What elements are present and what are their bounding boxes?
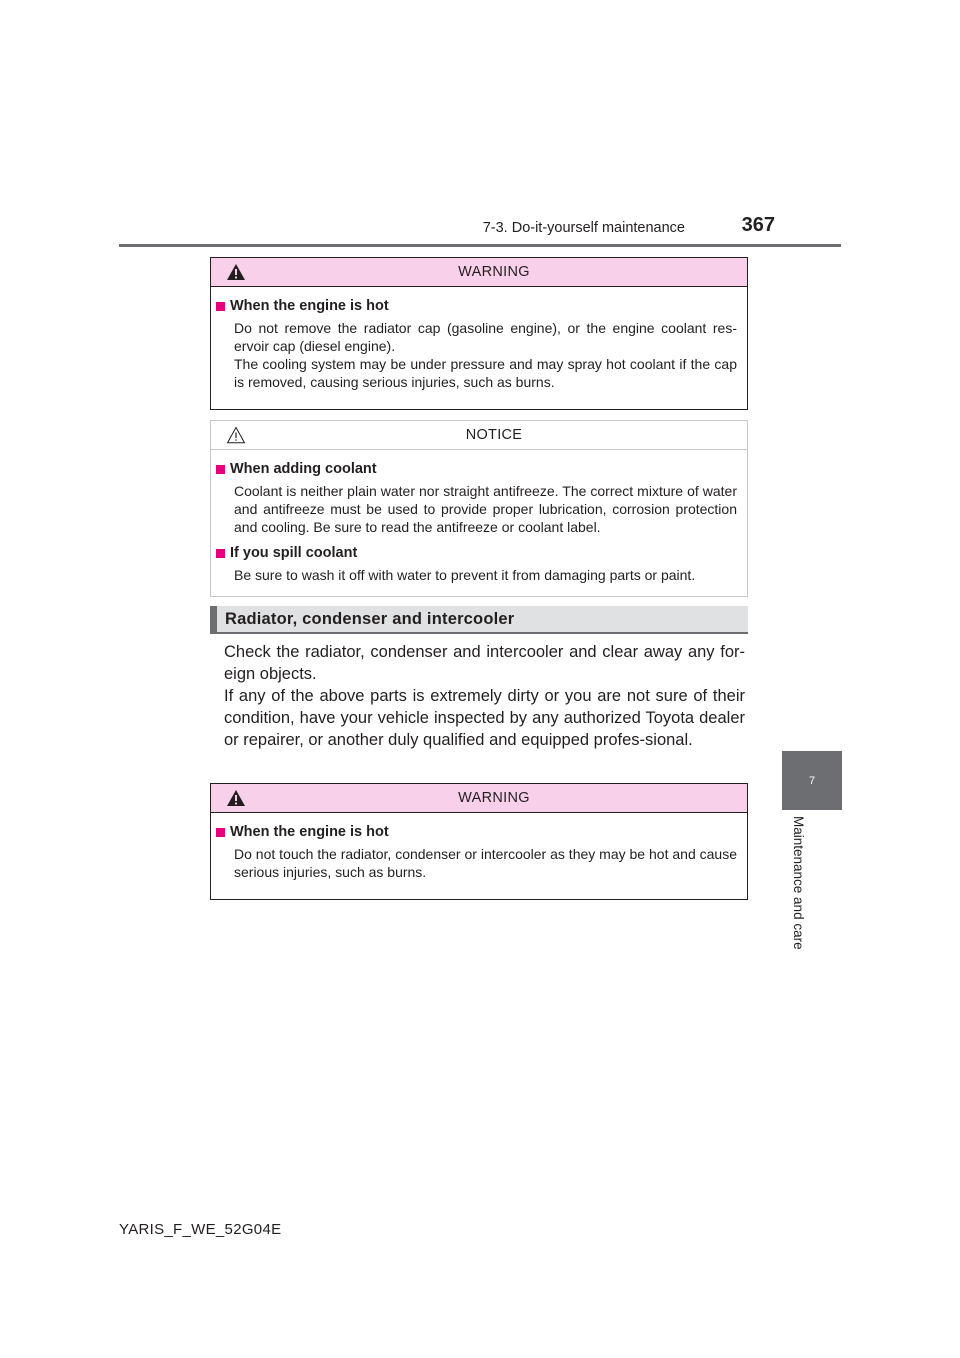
item-title [216, 461, 737, 477]
item-text: Coolant is neither plain water nor straight antifreeze. The correct mixture of water and antifreeze must be used to provide proper lubrication, corrosion protection and cooling. Be sure to read the antifreeze or coolant label. [234, 483, 737, 535]
item-title-text: When the engine is hot [230, 298, 389, 314]
notice-box-body [211, 450, 747, 596]
body-paragraph: If any of the above parts is extremely dirty or you are not sure of their condition, have your vehicle inspected by any authorized Toyota dealer or repairer, or another duly qualified and equipped profes-sional. [224, 687, 745, 749]
bullet-square-icon [216, 302, 225, 311]
item-text: Do not remove the radiator cap (gasoline engine), or the engine coolant res-ervoir cap (diesel engine). [234, 320, 737, 354]
warning-triangle-icon [226, 263, 246, 281]
item-title [216, 824, 737, 840]
bullet-square-icon [216, 465, 225, 474]
warning-triangle-icon [226, 789, 246, 807]
notice-box [210, 420, 748, 597]
warning-box-top [210, 257, 748, 410]
chapter-tab[interactable] [782, 751, 842, 810]
item-title [216, 298, 737, 314]
item-title-text: If you spill coolant [230, 545, 358, 561]
section-heading-bar [210, 606, 748, 634]
section-heading-edge [210, 606, 217, 634]
item-text: Do not touch the radiator, condenser or intercooler as they may be hot and cause serious injuries, such as burns. [234, 846, 737, 880]
item-title [216, 545, 737, 561]
item-title-text: When the engine is hot [230, 824, 389, 840]
warning-label: WARNING [458, 264, 530, 280]
header-section-title: 7-3. Do-it-yourself maintenance [482, 220, 685, 236]
section-body [224, 641, 745, 751]
body-paragraph: Check the radiator, condenser and intercooler and clear away any for-eign objects. [224, 643, 745, 683]
bullet-square-icon [216, 549, 225, 558]
warning-box-body [211, 813, 747, 893]
caution-triangle-icon [226, 426, 246, 444]
warning-label: WARNING [458, 790, 530, 806]
warning-box-header [211, 258, 747, 287]
item-title-text: When adding coolant [230, 461, 377, 477]
footer-code: YARIS_F_WE_52G04E [119, 1221, 282, 1238]
notice-label: NOTICE [465, 427, 523, 443]
section-heading: Radiator, condenser and intercooler [225, 610, 515, 628]
warning-box-header [211, 784, 747, 813]
chapter-number: 7 [808, 774, 816, 787]
item-text: The cooling system may be under pressure and may spray hot coolant if the cap is removed, causing serious injuries, such as burns. [234, 356, 737, 390]
chapter-title: Maintenance and care [791, 816, 806, 950]
page-number: 367 [741, 214, 775, 236]
warning-box-bottom [210, 783, 748, 900]
header-rule [119, 244, 841, 247]
bullet-square-icon [216, 828, 225, 837]
warning-box-body [211, 287, 747, 403]
item-text: Be sure to wash it off with water to prevent it from damaging parts or paint. [234, 567, 696, 583]
notice-box-header [211, 421, 747, 450]
